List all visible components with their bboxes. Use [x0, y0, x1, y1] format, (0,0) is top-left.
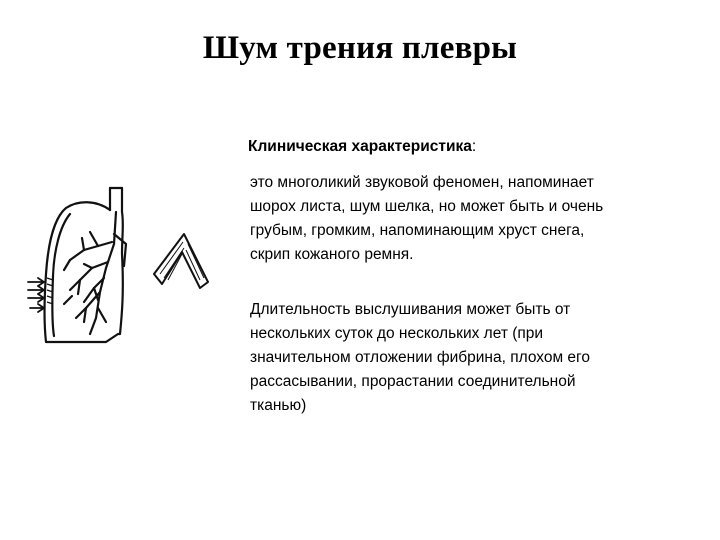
duration-paragraph — [250, 298, 670, 418]
description-line: шорох листа, шум шелка, но может быть и очень — [250, 198, 604, 215]
lung-illustration — [26, 184, 136, 352]
duration-line: Длительность выслушивания может быть от — [250, 301, 571, 318]
duration-line: значительном отложении фибрина, плохом его — [250, 349, 590, 366]
description-line: скрип кожаного ремня. — [250, 246, 414, 263]
heading-text: Клиническая характеристика — [248, 138, 472, 155]
slide-title: Шум трения плевры — [202, 30, 518, 66]
duration-line: тканью) — [250, 397, 307, 414]
duration-line: рассасывании, прорастании соединительной — [250, 373, 576, 390]
heading-colon: : — [471, 138, 477, 155]
description-line: это многоликий звуковой феномен, напоминает — [250, 174, 594, 191]
description-line: грубым, громким, напоминающим хруст снега, — [250, 222, 585, 239]
duration-line: нескольких суток до нескольких лет (при — [250, 325, 544, 342]
pleural-sheets-illustration — [150, 228, 212, 292]
description-paragraph — [250, 171, 670, 267]
section-heading — [248, 138, 476, 156]
